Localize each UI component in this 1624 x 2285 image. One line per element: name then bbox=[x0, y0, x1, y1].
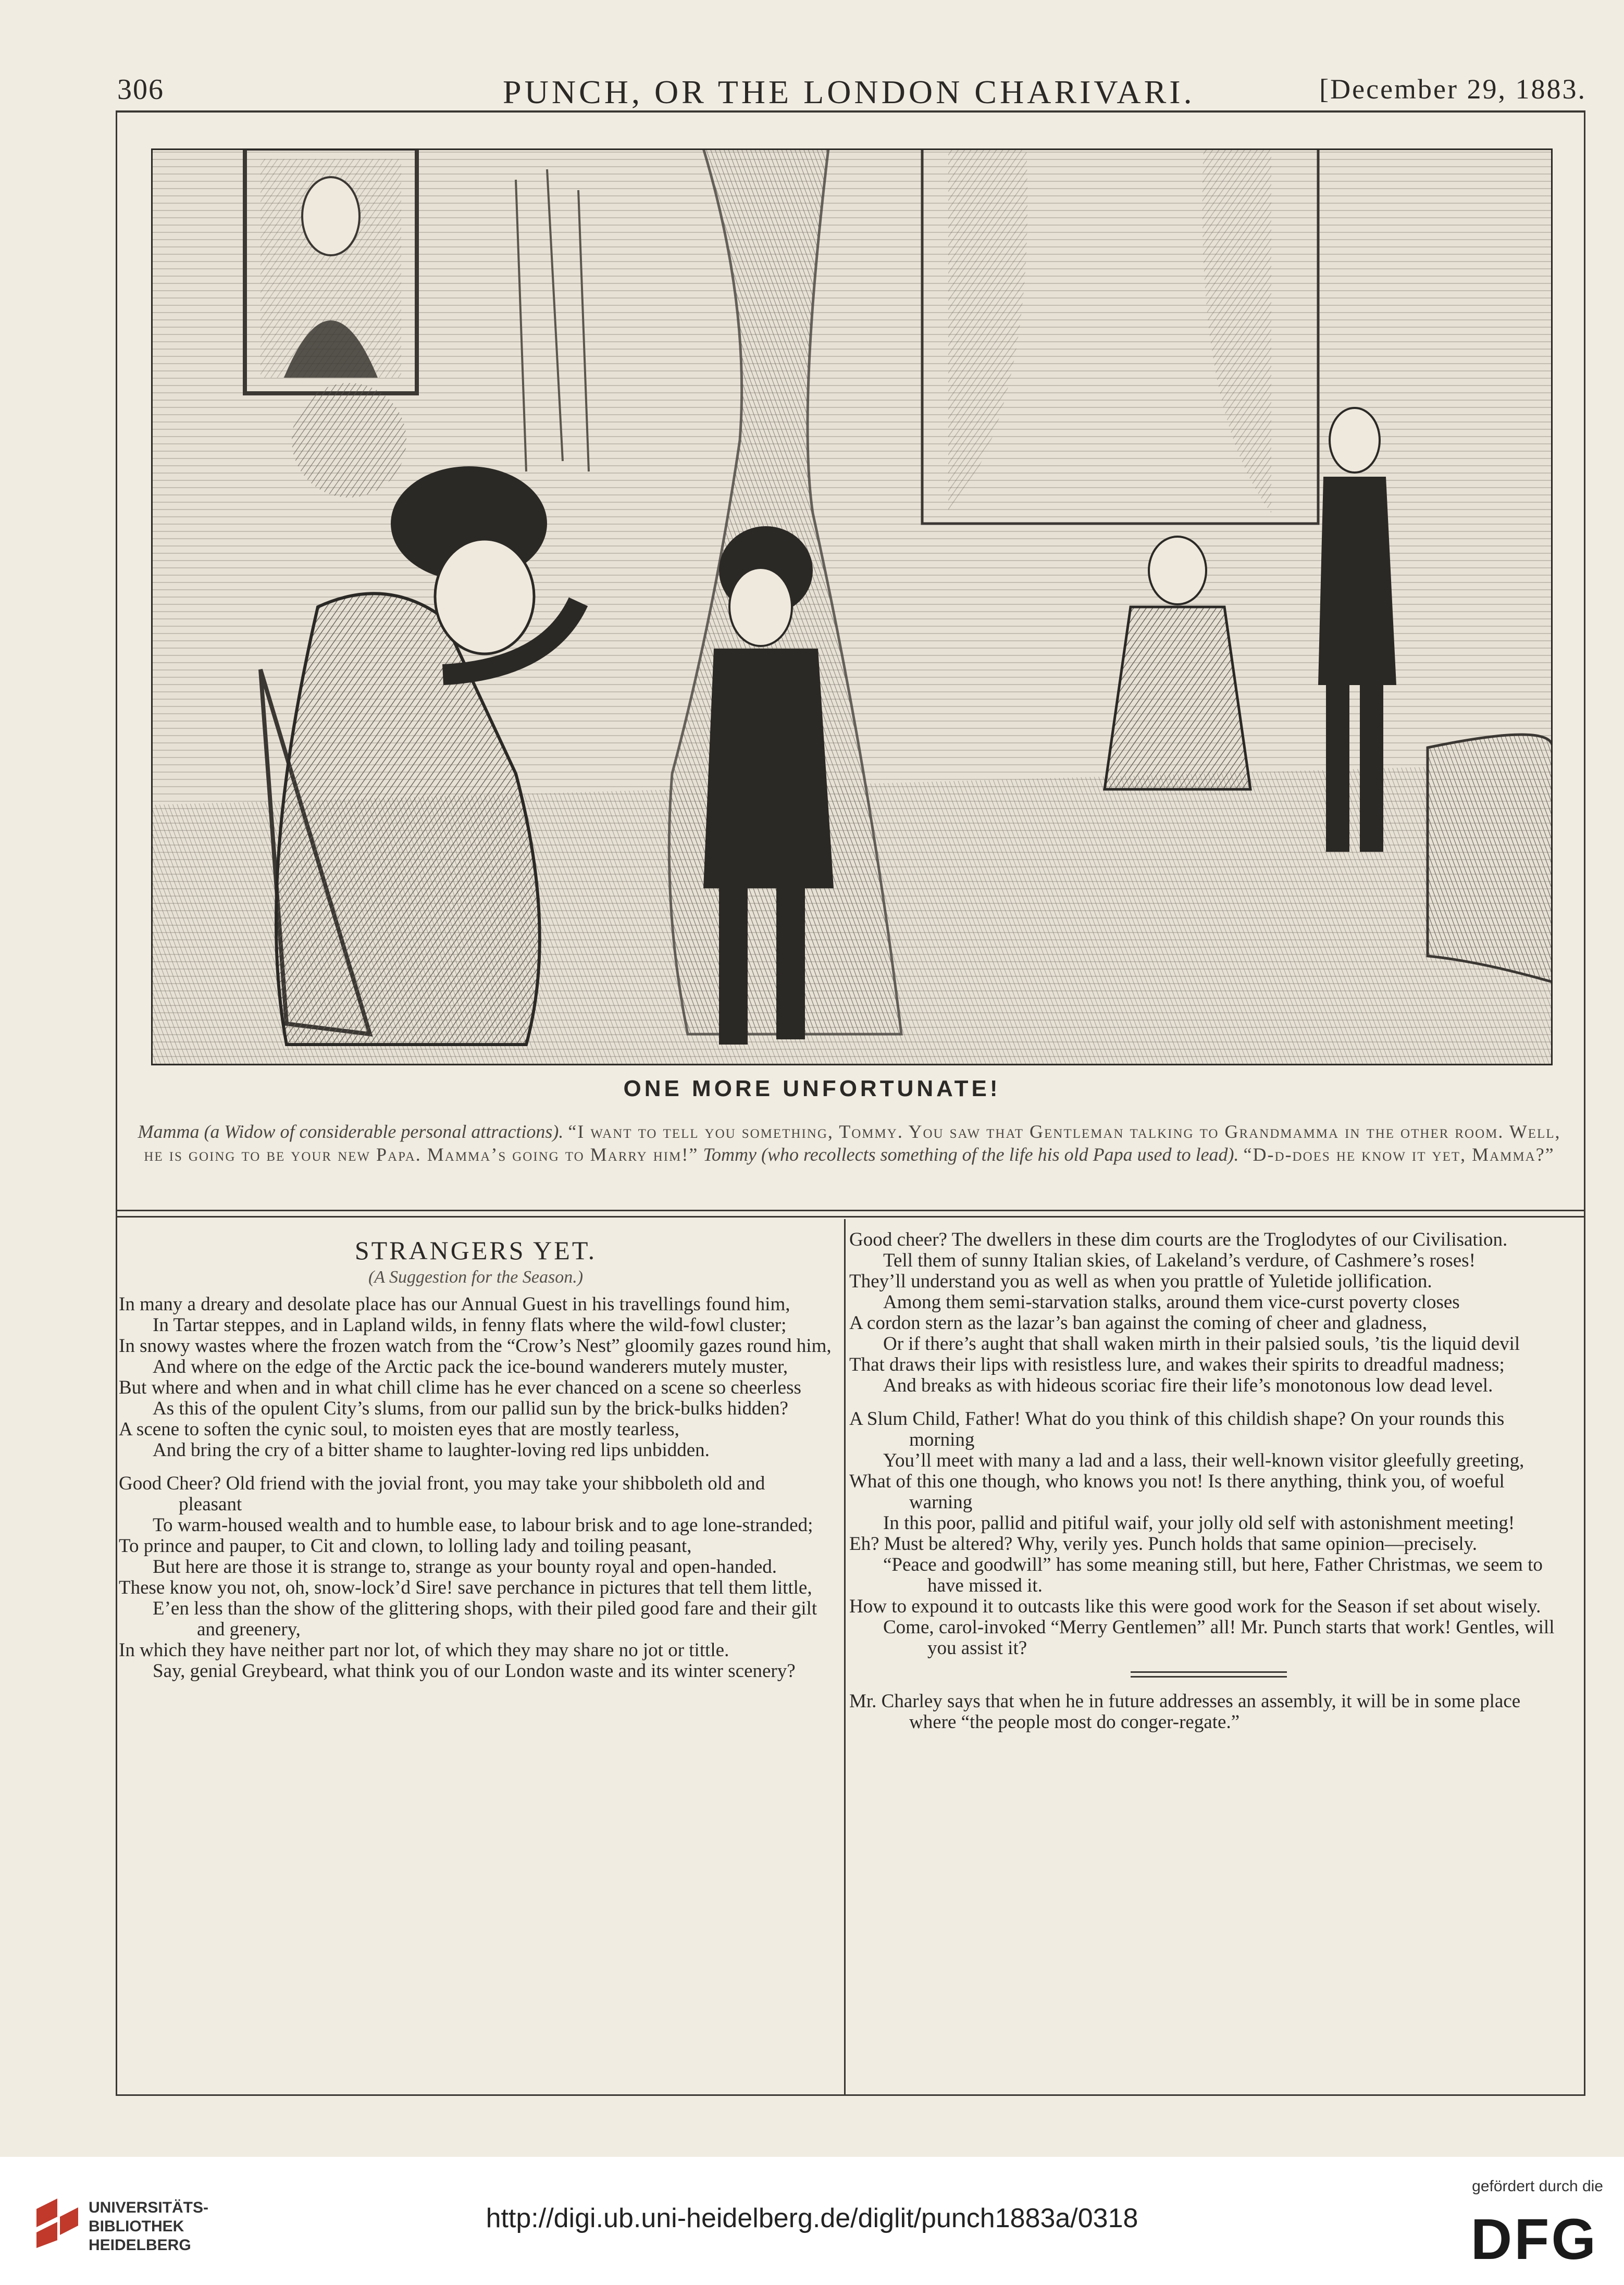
poem-line: A cordon stern as the lazar’s ban against the coming of cheer and gladness, bbox=[849, 1312, 1427, 1334]
poem-line: A scene to soften the cynic soul, to moisten eyes that are mostly tearless, bbox=[119, 1419, 679, 1440]
poem-stanza bbox=[119, 1473, 833, 1682]
poem-line: In Tartar steppes, and in Lapland wilds, in fenny flats where the wild-fowl cluster; bbox=[153, 1314, 787, 1336]
poem-line: And bring the cry of a bitter shame to laughter-loving red lips unbidden. bbox=[153, 1439, 710, 1461]
digitization-footer bbox=[0, 2157, 1624, 2285]
poem-line: Come, carol-invoked “Merry Gentlemen” all! Mr. Punch starts that work! Gentles, will you assist it? bbox=[883, 1617, 1555, 1659]
poem-line: To prince and pauper, to Cit and clown, to lolling lady and toiling peasant, bbox=[119, 1535, 692, 1557]
poem-line: E’en less than the show of the glittering shops, with their piled good fare and their gilt and greenery, bbox=[153, 1598, 817, 1640]
poem-line: Or if there’s aught that shall waken mirth in their palsied souls, ’tis the liquid devil bbox=[883, 1333, 1520, 1355]
separator-rule bbox=[1131, 1676, 1287, 1678]
poem-title: STRANGERS YET. bbox=[354, 1236, 597, 1265]
caption-speaker-mamma: Mamma bbox=[138, 1121, 200, 1142]
caption-rule-lower bbox=[116, 1216, 1585, 1218]
poem-line: Good Cheer? Old friend with the jovial front, you may take your shibboleth old and pleasant bbox=[119, 1473, 765, 1515]
library-name-line: UNIVERSITÄTS- bbox=[89, 2199, 209, 2216]
separator-rule bbox=[1131, 1671, 1287, 1673]
poem-line: But where and when and in what chill clime has he ever chanced on a scene so cheerless bbox=[119, 1377, 801, 1398]
poem-line: To warm-housed wealth and to humble ease, to labour brisk and to age lone-stranded; bbox=[153, 1514, 813, 1536]
page-number: 306 bbox=[117, 73, 164, 106]
cartoon-caption bbox=[135, 1120, 1563, 1166]
library-name-line: HEIDELBERG bbox=[89, 2237, 191, 2254]
poem-line: Good cheer? The dwellers in these dim courts are the Troglodytes of our Civilisation. bbox=[849, 1229, 1508, 1250]
issue-date: [December 29, 1883. bbox=[1319, 73, 1586, 105]
poem-column-right bbox=[849, 1230, 1568, 1733]
poem-line: Say, genial Greybeard, what think you of our London waste and its winter scenery? bbox=[153, 1660, 796, 1682]
dfg-logo: DFG bbox=[1470, 2207, 1598, 2271]
poem-line: As this of the opulent City’s slums, from our pallid sun by the brick-bulks hidden? bbox=[153, 1398, 788, 1419]
poem-line: In many a dreary and desolate place has our Annual Guest in his travellings found him, bbox=[119, 1294, 790, 1315]
poem-column-left bbox=[119, 1236, 833, 1694]
poem-stanza bbox=[119, 1294, 833, 1461]
poem-line: But here are those it is strange to, strange as your bounty royal and open-handed. bbox=[153, 1556, 777, 1578]
poem-line: That draws their lips with resistless lure, and wakes their spirits to dreadful madness; bbox=[849, 1354, 1505, 1375]
column-divider bbox=[844, 1219, 846, 2094]
poem-line: You’ll meet with many a lad and a lass, their well-known visitor gleefully greeting, bbox=[883, 1450, 1524, 1471]
poem-line: And breaks as with hideous scoriac fire their life’s monotonous low dead level. bbox=[883, 1375, 1493, 1396]
poem-line: They’ll understand you as well as when you prattle of Yuletide jollification. bbox=[849, 1271, 1432, 1292]
poem-line: “Peace and goodwill” has some meaning still, but here, Father Christmas, we seem to have missed it. bbox=[883, 1554, 1543, 1596]
caption-rule-upper bbox=[116, 1210, 1585, 1211]
poem-stanza bbox=[849, 1230, 1568, 1396]
poem-line: In snowy wastes where the frozen watch from the “Crow’s Nest” gloomily gazes round him, bbox=[119, 1335, 832, 1357]
poem-subtitle: (A Suggestion for the Season.) bbox=[368, 1268, 584, 1287]
magazine-title: PUNCH, OR THE LONDON CHARIVARI. bbox=[503, 73, 1195, 110]
caption-speech-mamma: “I want to tell you something, Tommy. You saw that Gentleman talking to Grandmamma in the other room. Well, he is going to be your new Papa. Mamma’s going to Marry him!” bbox=[144, 1121, 1561, 1165]
poem-line: A Slum Child, Father! What do you think of this childish shape? On your rounds this morning bbox=[849, 1408, 1505, 1450]
poem-line: Eh? Must be altered? Why, verily yes. Punch holds that same opinion—precisely. bbox=[849, 1533, 1477, 1555]
poem-line: And where on the edge of the Arctic pack the ice-bound wanderers mutely muster, bbox=[153, 1356, 788, 1377]
header-rule bbox=[116, 110, 1585, 113]
caption-speaker-tommy: Tommy bbox=[703, 1144, 757, 1165]
poem-line: In which they have neither part nor lot, of which they may share no jot or tittle. bbox=[119, 1640, 729, 1661]
poem-stanza bbox=[849, 1409, 1568, 1659]
right-border bbox=[1584, 110, 1585, 2095]
bottom-border bbox=[116, 2094, 1585, 2096]
caption-speaker-tommy-note: (who recollects something of the life his old Papa used to lead). bbox=[761, 1144, 1239, 1165]
poem-line: In this poor, pallid and pitiful waif, your jolly old self with astonishment meeting! bbox=[883, 1512, 1515, 1534]
poem-line: How to expound it to outcasts like this were good work for the Season if set about wisely. bbox=[849, 1596, 1541, 1617]
cartoon-illustration bbox=[151, 148, 1553, 1065]
poem-line: Among them semi-starvation stalks, around them vice-curst poverty closes bbox=[883, 1291, 1460, 1313]
caption-speaker-mamma-note: (a Widow of considerable personal attractions). bbox=[204, 1121, 564, 1142]
caption-speech-tommy: “D-d-does he know it yet, Mamma?” bbox=[1243, 1144, 1555, 1165]
funded-by-label: gefördert durch die bbox=[1472, 2178, 1603, 2195]
left-border bbox=[116, 110, 117, 2095]
poem-line: What of this one though, who knows you not! Is there anything, think you, of woeful warning bbox=[849, 1471, 1505, 1513]
source-url-link[interactable]: http://digi.ub.uni-heidelberg.de/diglit/punch1883a/0318 bbox=[486, 2203, 1138, 2233]
sofa bbox=[1428, 735, 1553, 982]
poem-line: These know you not, oh, snow-lock’d Sire! save perchance in pictures that tell them little, bbox=[119, 1577, 812, 1598]
page-header bbox=[117, 73, 1586, 120]
poem-line: Tell them of sunny Italian skies, of Lakeland’s verdure, of Cashmere’s roses! bbox=[883, 1250, 1476, 1271]
cartoon-title: ONE MORE UNFORTUNATE! bbox=[623, 1076, 1001, 1101]
library-name-line: BIBLIOTHEK bbox=[89, 2218, 184, 2235]
note-paragraph: Mr. Charley says that when he in future addresses an assembly, it will be in some place where “the people most do conger-regate.” bbox=[849, 1691, 1521, 1733]
